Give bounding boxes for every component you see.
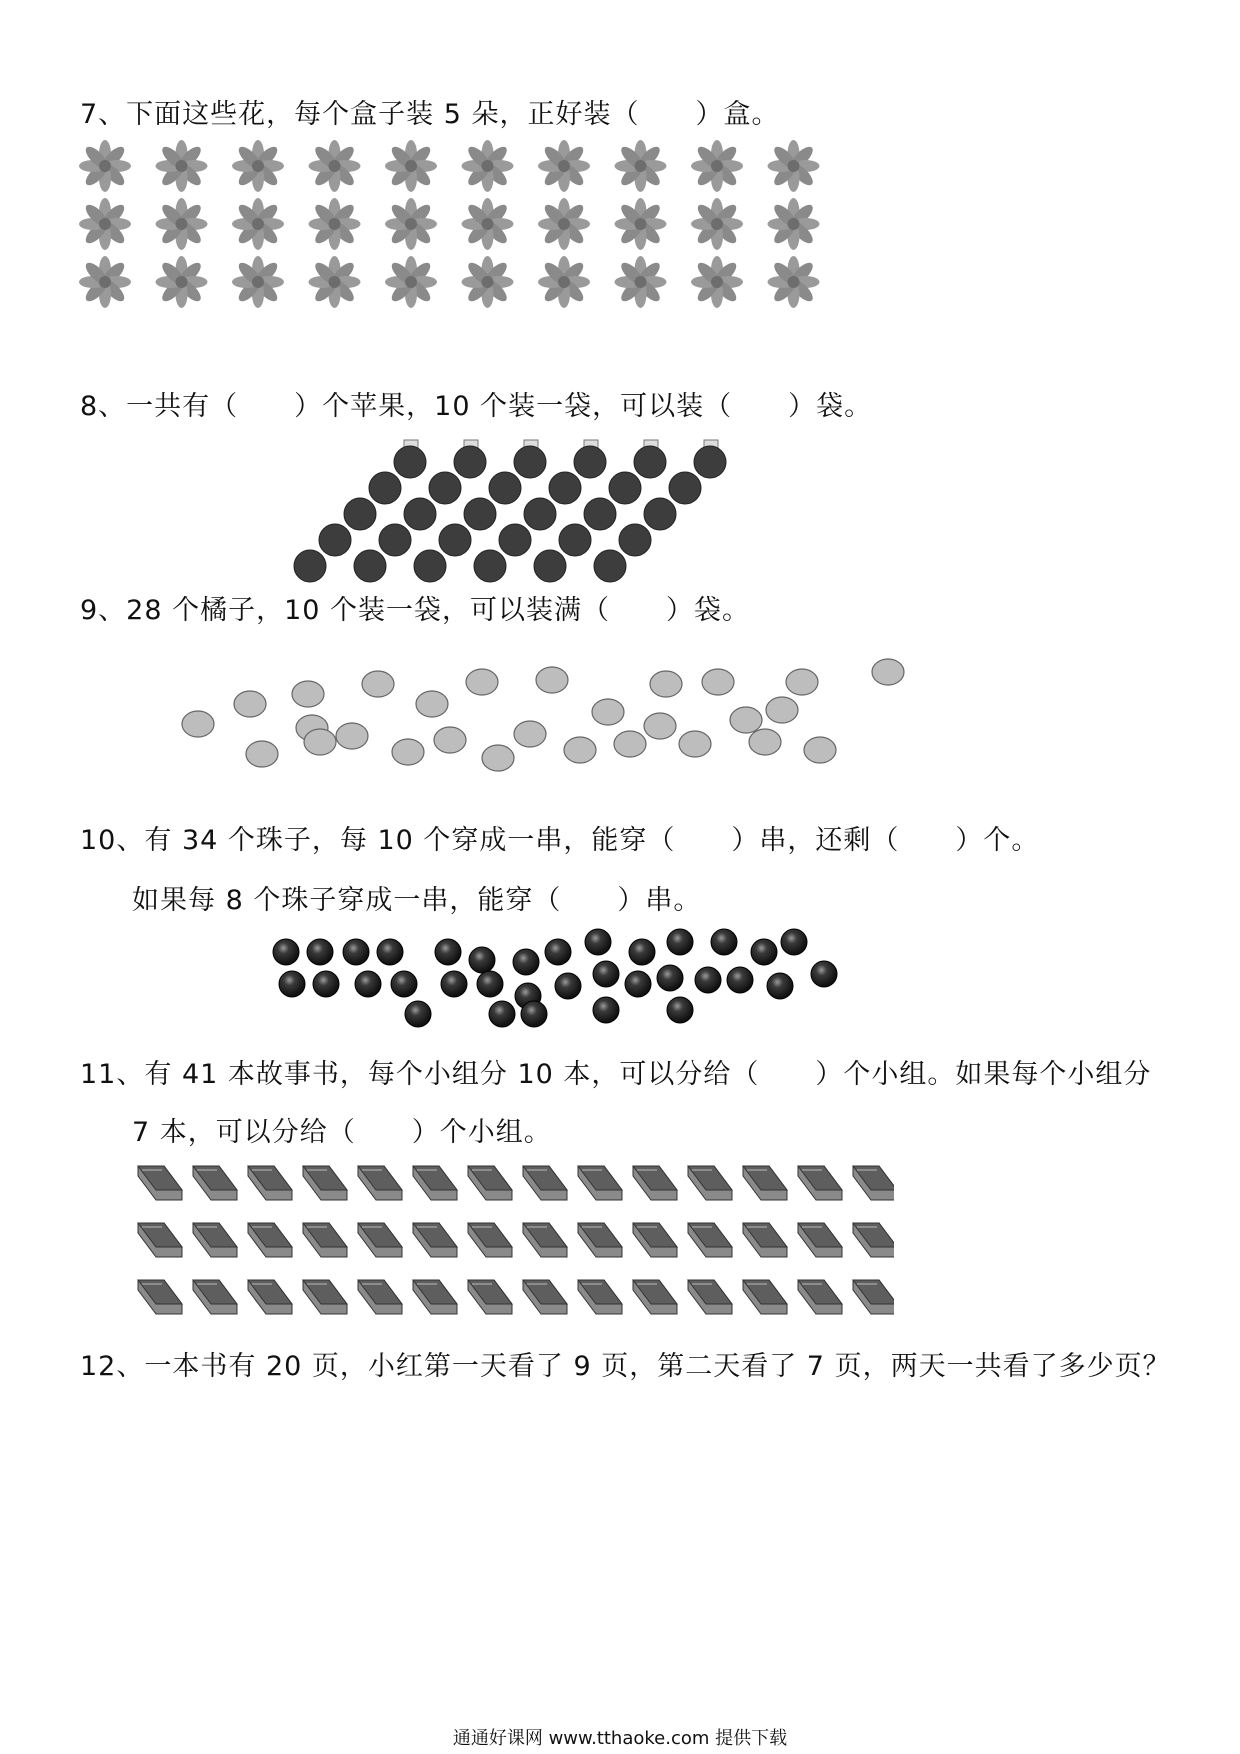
- question-11-line-2: 7 本，可以分给（ ）个小组。: [132, 1117, 552, 1148]
- flower-icon: [462, 256, 514, 308]
- book-icon: [138, 1223, 182, 1257]
- apple-icon: [499, 524, 531, 556]
- book-icon: [523, 1166, 567, 1200]
- bead-icon: [441, 971, 467, 997]
- book-icon: [413, 1280, 457, 1314]
- apple-icon: [429, 472, 461, 504]
- bead-icon: [435, 939, 461, 965]
- flower-icon: [79, 140, 131, 192]
- apple-icon: [514, 446, 546, 478]
- apple-icon: [369, 472, 401, 504]
- apple-icon: [694, 446, 726, 478]
- orange-icon: [536, 667, 568, 693]
- flower-icon: [232, 198, 284, 250]
- oranges-illustration: [180, 650, 940, 790]
- apple-icon: [404, 498, 436, 530]
- bead-icon: [667, 929, 693, 955]
- footer-credit: 通通好课网 www.tthaoke.com 提供下载: [452, 1728, 788, 1749]
- bead-icon: [625, 971, 651, 997]
- apple-icon: [489, 472, 521, 504]
- book-icon: [578, 1166, 622, 1200]
- flower-icon: [615, 140, 667, 192]
- orange-icon: [292, 681, 324, 707]
- flower-icon: [385, 198, 437, 250]
- flower-icon: [309, 198, 361, 250]
- orange-icon: [872, 659, 904, 685]
- bead-icon: [489, 1001, 515, 1027]
- flower-icon: [309, 140, 361, 192]
- book-icon: [633, 1223, 677, 1257]
- bead-icon: [555, 973, 581, 999]
- question-12: 12、一本书有 20 页，小红第一天看了 9 页，第二天看了 7 页，两天一共看了多少页？: [80, 1351, 1171, 1382]
- apple-icon: [319, 524, 351, 556]
- book-icon: [138, 1166, 182, 1200]
- book-icon: [303, 1223, 347, 1257]
- bead-icon: [711, 929, 737, 955]
- book-icon: [138, 1280, 182, 1314]
- flower-icon: [768, 256, 820, 308]
- book-icon: [413, 1166, 457, 1200]
- books-illustration: [134, 1160, 894, 1320]
- bead-icon: [279, 971, 305, 997]
- bead-icon: [405, 1001, 431, 1027]
- bead-icon: [377, 939, 403, 965]
- apple-icon: [549, 472, 581, 504]
- orange-icon: [679, 731, 711, 757]
- apple-icon: [294, 550, 326, 582]
- flower-icon: [768, 140, 820, 192]
- orange-icon: [416, 691, 448, 717]
- orange-icon: [749, 729, 781, 755]
- apple-icon: [474, 550, 506, 582]
- book-icon: [303, 1166, 347, 1200]
- book-icon: [798, 1280, 842, 1314]
- book-icon: [358, 1223, 402, 1257]
- flower-icon: [538, 256, 590, 308]
- bead-icon: [593, 961, 619, 987]
- orange-icon: [514, 721, 546, 747]
- apple-icon: [354, 550, 386, 582]
- bead-icon: [521, 1001, 547, 1027]
- apple-icon: [594, 550, 626, 582]
- book-icon: [193, 1166, 237, 1200]
- orange-icon: [246, 741, 278, 767]
- orange-icon: [466, 669, 498, 695]
- bead-icon: [657, 965, 683, 991]
- orange-icon: [564, 737, 596, 763]
- book-icon: [853, 1166, 894, 1200]
- flower-icon: [615, 198, 667, 250]
- question-10-line-1: 10、有 34 个珠子，每 10 个穿成一串，能穿（ ）串，还剩（ ）个。: [80, 825, 1040, 856]
- flower-icon: [691, 140, 743, 192]
- apple-icon: [439, 524, 471, 556]
- apple-icon: [574, 446, 606, 478]
- book-icon: [358, 1166, 402, 1200]
- flower-icon: [768, 198, 820, 250]
- bead-icon: [469, 947, 495, 973]
- book-icon: [193, 1280, 237, 1314]
- apples-illustration: [270, 436, 730, 596]
- book-icon: [358, 1280, 402, 1314]
- apple-icon: [584, 498, 616, 530]
- orange-icon: [644, 713, 676, 739]
- bead-icon: [343, 939, 369, 965]
- bead-icon: [811, 961, 837, 987]
- book-icon: [853, 1223, 894, 1257]
- question-7: 7、下面这些花，每个盒子装 5 朵，正好装（ ）盒。: [80, 99, 780, 130]
- orange-icon: [182, 711, 214, 737]
- bead-icon: [545, 939, 571, 965]
- apple-icon: [344, 498, 376, 530]
- book-icon: [523, 1280, 567, 1314]
- book-icon: [853, 1280, 894, 1314]
- question-10-line-2: 如果每 8 个珠子穿成一串，能穿（ ）串。: [132, 885, 702, 916]
- book-icon: [578, 1280, 622, 1314]
- apple-icon: [644, 498, 676, 530]
- book-icon: [193, 1223, 237, 1257]
- bead-icon: [477, 971, 503, 997]
- apple-icon: [669, 472, 701, 504]
- bead-icon: [513, 949, 539, 975]
- bead-icon: [629, 939, 655, 965]
- orange-icon: [614, 731, 646, 757]
- book-icon: [688, 1166, 732, 1200]
- bead-icon: [307, 939, 333, 965]
- bead-icon: [355, 971, 381, 997]
- orange-icon: [392, 739, 424, 765]
- orange-icon: [650, 671, 682, 697]
- flower-icon: [79, 198, 131, 250]
- book-icon: [743, 1280, 787, 1314]
- orange-icon: [434, 727, 466, 753]
- bead-icon: [273, 939, 299, 965]
- book-icon: [743, 1223, 787, 1257]
- orange-icon: [730, 707, 762, 733]
- apple-icon: [414, 550, 446, 582]
- apple-icon: [534, 550, 566, 582]
- beads-illustration: [268, 926, 868, 1036]
- book-icon: [743, 1166, 787, 1200]
- book-icon: [633, 1280, 677, 1314]
- flower-icon: [309, 256, 361, 308]
- bead-icon: [585, 929, 611, 955]
- book-icon: [633, 1166, 677, 1200]
- apple-icon: [464, 498, 496, 530]
- apple-icon: [559, 524, 591, 556]
- apple-icon: [394, 446, 426, 478]
- orange-icon: [234, 691, 266, 717]
- apple-icon: [619, 524, 651, 556]
- flower-icon: [385, 140, 437, 192]
- flower-icon: [385, 256, 437, 308]
- bead-icon: [593, 997, 619, 1023]
- book-icon: [248, 1223, 292, 1257]
- book-icon: [523, 1223, 567, 1257]
- flower-icon: [232, 140, 284, 192]
- bead-icon: [781, 929, 807, 955]
- flower-icon: [156, 256, 208, 308]
- orange-icon: [804, 737, 836, 763]
- book-icon: [468, 1223, 512, 1257]
- flower-icon: [462, 140, 514, 192]
- bead-icon: [767, 973, 793, 999]
- flower-icon: [79, 256, 131, 308]
- flower-icon: [156, 140, 208, 192]
- book-icon: [688, 1280, 732, 1314]
- book-icon: [688, 1223, 732, 1257]
- flower-icon: [691, 256, 743, 308]
- bead-icon: [727, 967, 753, 993]
- question-8: 8、一共有（ ）个苹果，10 个装一袋，可以装（ ）袋。: [80, 391, 873, 422]
- question-11-line-1: 11、有 41 本故事书，每个小组分 10 本，可以分给（ ）个小组。如果每个小组分: [80, 1059, 1152, 1090]
- flowers-illustration: [78, 140, 838, 320]
- flower-icon: [538, 198, 590, 250]
- orange-icon: [362, 671, 394, 697]
- book-icon: [798, 1166, 842, 1200]
- flower-icon: [462, 198, 514, 250]
- flower-icon: [691, 198, 743, 250]
- book-icon: [578, 1223, 622, 1257]
- orange-icon: [592, 699, 624, 725]
- book-icon: [303, 1280, 347, 1314]
- orange-icon: [304, 729, 336, 755]
- book-icon: [413, 1223, 457, 1257]
- apple-icon: [524, 498, 556, 530]
- bead-icon: [751, 939, 777, 965]
- apple-icon: [454, 446, 486, 478]
- book-icon: [248, 1280, 292, 1314]
- orange-icon: [482, 745, 514, 771]
- book-icon: [468, 1280, 512, 1314]
- flower-icon: [156, 198, 208, 250]
- orange-icon: [336, 723, 368, 749]
- flower-icon: [615, 256, 667, 308]
- book-icon: [468, 1166, 512, 1200]
- bead-icon: [313, 971, 339, 997]
- bead-icon: [695, 967, 721, 993]
- question-9: 9、28 个橘子，10 个装一袋，可以装满（ ）袋。: [80, 595, 751, 626]
- bead-icon: [667, 997, 693, 1023]
- orange-icon: [766, 697, 798, 723]
- orange-icon: [786, 669, 818, 695]
- book-icon: [798, 1223, 842, 1257]
- orange-icon: [702, 669, 734, 695]
- bead-icon: [391, 971, 417, 997]
- apple-icon: [634, 446, 666, 478]
- apple-icon: [379, 524, 411, 556]
- flower-icon: [538, 140, 590, 192]
- flower-icon: [232, 256, 284, 308]
- apple-icon: [609, 472, 641, 504]
- book-icon: [248, 1166, 292, 1200]
